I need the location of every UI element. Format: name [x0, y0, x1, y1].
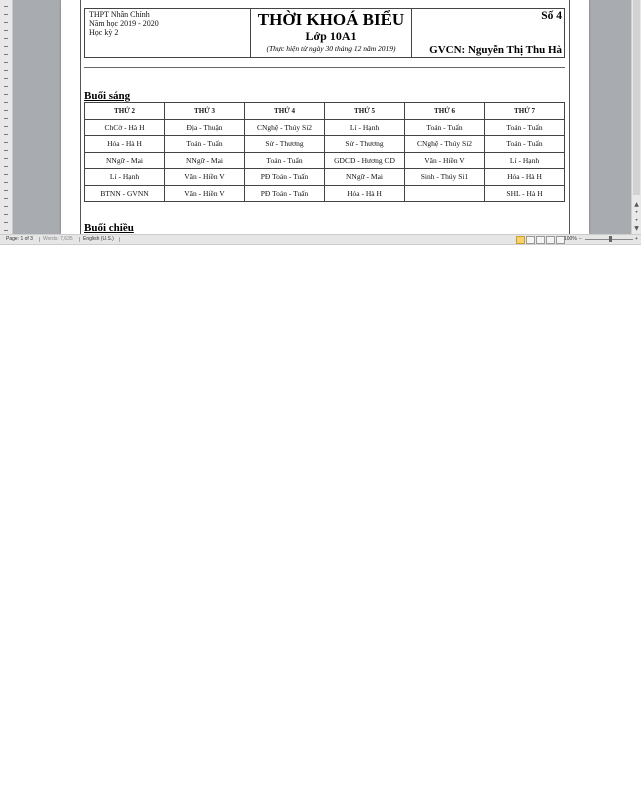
title-block: [251, 9, 412, 58]
table-row: [85, 136, 565, 153]
ruler-tick: [4, 14, 8, 15]
ruler-tick: [4, 118, 8, 119]
effective-date-note: (Thực hiện từ ngày 30 tháng 12 năm 2019): [266, 44, 396, 53]
horizontal-divider: [84, 67, 565, 68]
table-cell: ChCờ - Hà H: [85, 119, 165, 136]
page-count[interactable]: Page: 1 of 3: [6, 236, 33, 242]
ruler-tick: [4, 214, 8, 215]
word-count[interactable]: Words: 7,635: [43, 236, 73, 242]
table-cell: Toán - Tuấn: [245, 152, 325, 169]
ruler-tick: [4, 94, 8, 95]
ruler-tick: [4, 78, 8, 79]
table-cell: [405, 185, 485, 202]
table-cell: Toán - Tuấn: [485, 136, 565, 153]
table-cell: Sử - Thương: [325, 136, 405, 153]
school-info: [85, 9, 251, 58]
vertical-ruler[interactable]: [0, 0, 13, 234]
schedule-number: Số 4: [541, 10, 562, 22]
column-header: THỨ 7: [485, 103, 565, 120]
zoom-level[interactable]: 100%: [564, 236, 577, 242]
ruler-tick: [4, 110, 8, 111]
scrollbar-thumb[interactable]: [633, 0, 640, 195]
column-header: THỨ 4: [245, 103, 325, 120]
table-cell: Địa - Thuận: [165, 119, 245, 136]
table-row: [85, 152, 565, 169]
ruler-tick: [4, 102, 8, 103]
ruler-tick: [4, 166, 8, 167]
morning-schedule-table: [84, 102, 565, 202]
zoom-in-icon[interactable]: +: [635, 236, 638, 242]
table-cell: Lí - Hạnh: [325, 119, 405, 136]
table-cell: Sử - Thương: [245, 136, 325, 153]
ruler-tick: [4, 230, 8, 231]
table-cell: NNgữ - Mai: [85, 152, 165, 169]
ruler-tick: [4, 190, 8, 191]
table-cell: PĐ Toán - Tuấn: [245, 185, 325, 202]
table-cell: PĐ Toán - Tuấn: [245, 169, 325, 186]
status-bar: [0, 234, 641, 245]
column-header: THỨ 3: [165, 103, 245, 120]
table-row: [85, 185, 565, 202]
language-indicator[interactable]: English (U.S.): [83, 236, 114, 242]
table-cell: NNgữ - Mai: [165, 152, 245, 169]
ruler-tick: [4, 22, 8, 23]
ruler-tick: [4, 62, 8, 63]
ruler-tick: [4, 38, 8, 39]
scroll-up-icon[interactable]: ▲: [634, 201, 639, 208]
number-teacher-block: [412, 9, 565, 58]
table-cell: Hóa - Hà H: [325, 185, 405, 202]
table-cell: Văn - Hiền V: [405, 152, 485, 169]
homeroom-teacher: GVCN: Nguyễn Thị Thu Hà: [429, 44, 562, 56]
ruler-tick: [4, 158, 8, 159]
table-body: [85, 119, 565, 202]
morning-section-title: Buổi sáng: [84, 90, 131, 102]
table-cell: CNghệ - Thúy Si2: [245, 119, 325, 136]
table-cell: Lí - Hạnh: [485, 152, 565, 169]
previous-page-icon[interactable]: •: [634, 209, 639, 216]
table-cell: NNgữ - Mai: [325, 169, 405, 186]
table-row: [85, 119, 565, 136]
ruler-tick: [4, 46, 8, 47]
ruler-tick: [4, 182, 8, 183]
table-cell: Toán - Tuấn: [165, 136, 245, 153]
table-cell: Hóa - Hà H: [485, 169, 565, 186]
school-year: Năm học 2019 - 2020: [89, 19, 159, 28]
vertical-scrollbar[interactable]: [631, 0, 641, 234]
table-cell: BTNN - GVNN: [85, 185, 165, 202]
semester: Học kỳ 2: [89, 28, 119, 37]
outline-view-icon[interactable]: [546, 236, 555, 244]
page-title: THỜI KHOÁ BIỂU: [257, 10, 405, 29]
full-screen-reading-icon[interactable]: [526, 236, 535, 244]
table-cell: Toán - Tuấn: [405, 119, 485, 136]
class-name: Lớp 10A1: [305, 29, 357, 43]
status-separator: [79, 237, 80, 242]
zoom-slider-handle[interactable]: [609, 236, 612, 242]
ruler-tick: [4, 70, 8, 71]
status-separator: [39, 237, 40, 242]
table-cell: Toán - Tuấn: [485, 119, 565, 136]
ruler-tick: [4, 134, 8, 135]
ruler-tick: [4, 142, 8, 143]
ruler-tick: [4, 174, 8, 175]
table-cell: Sinh - Thúy Si1: [405, 169, 485, 186]
ruler-tick: [4, 206, 8, 207]
scroll-down-icon[interactable]: ▼: [634, 225, 639, 232]
table-cell: CNghệ - Thúy Si2: [405, 136, 485, 153]
table-row: [85, 169, 565, 186]
ruler-tick: [4, 86, 8, 87]
document-page[interactable]: [61, 0, 589, 234]
table-cell: Văn - Hiền V: [165, 169, 245, 186]
status-separator: [119, 237, 120, 242]
table-header-row: [85, 103, 565, 120]
ruler-tick: [4, 6, 8, 7]
table-cell: Văn - Hiền V: [165, 185, 245, 202]
ruler-tick: [4, 30, 8, 31]
ruler-tick: [4, 126, 8, 127]
ruler-tick: [4, 198, 8, 199]
zoom-out-icon[interactable]: −: [579, 236, 582, 242]
web-layout-icon[interactable]: [536, 236, 545, 244]
column-header: THỨ 2: [85, 103, 165, 120]
table-cell: Lí - Hạnh: [85, 169, 165, 186]
ruler-tick: [4, 222, 8, 223]
column-header: THỨ 5: [325, 103, 405, 120]
table-cell: SHL - Hà H: [485, 185, 565, 202]
afternoon-section-title: Buổi chiều: [84, 222, 134, 234]
ruler-tick: [4, 54, 8, 55]
document-viewport: [0, 0, 641, 234]
print-layout-view-icon[interactable]: [516, 236, 525, 244]
table-cell: Hóa - Hà H: [85, 136, 165, 153]
table-cell: GDCD - Hương CD: [325, 152, 405, 169]
next-page-icon[interactable]: •: [634, 217, 639, 224]
school-name: THPT Nhân Chính: [89, 10, 150, 19]
ruler-tick: [4, 150, 8, 151]
column-header: THỨ 6: [405, 103, 485, 120]
document-header: [84, 8, 565, 58]
